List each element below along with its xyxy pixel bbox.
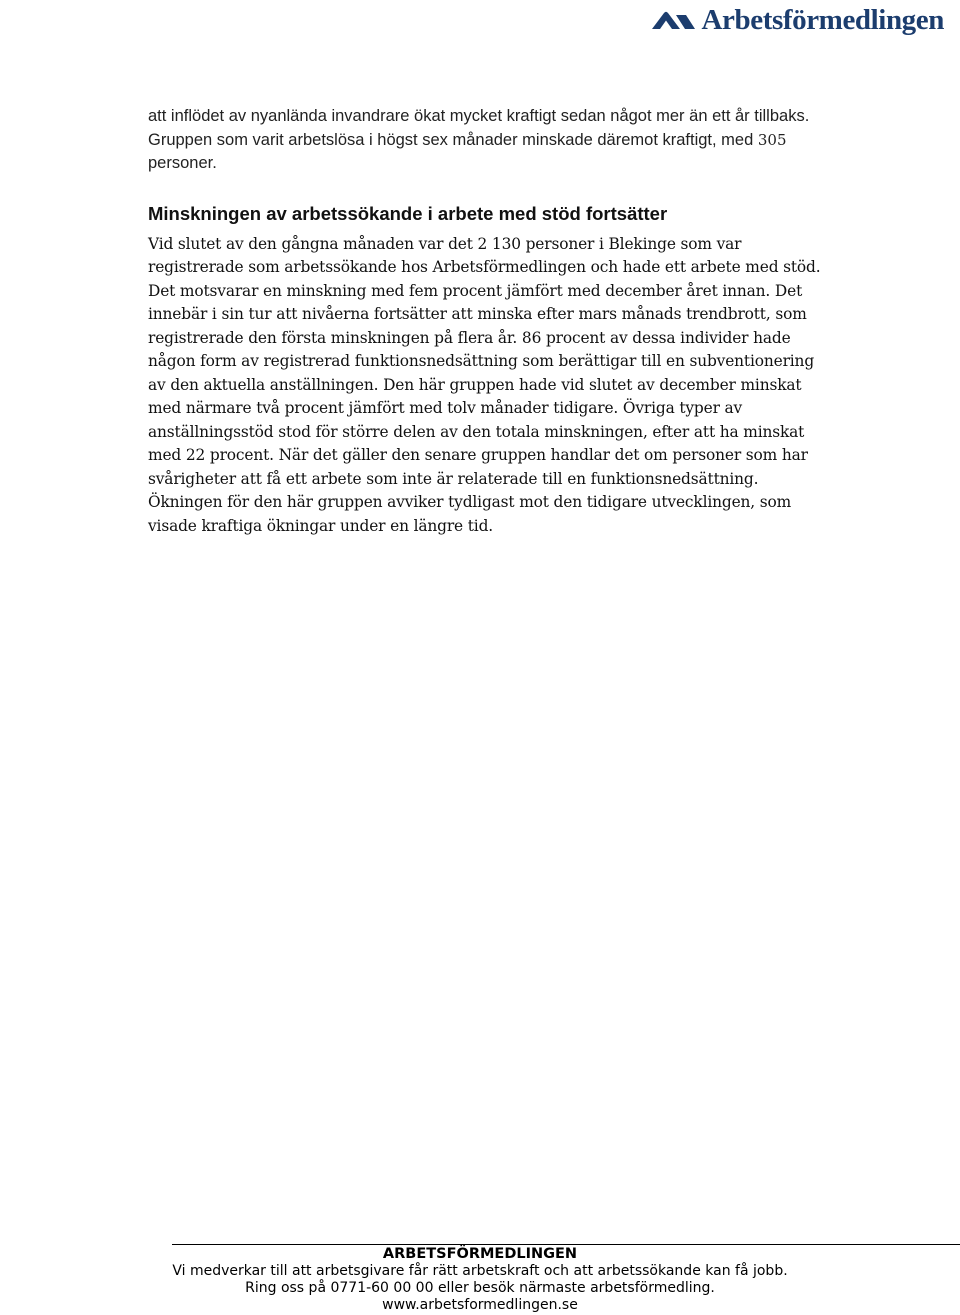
section-heading: Minskningen av arbetssökande i arbete med stöd fortsätter xyxy=(148,202,668,224)
footer-divider xyxy=(172,1244,960,1245)
section-body-paragraph: Vid slutet av den gångna månaden var det 2 130 personer i Blekinge som var registrerade som arbetssökande hos Arbetsförmedlingen och hade ett arbete med stöd. Det motsvarar en minskning med fem procent jämfört med december året innan. Det innebär i sin tur att nivåerna fortsätter att minska efter mars månads trendbrott, som registrerade den första minskningen på flera år. 86 procent av dessa individer hade någon form av registrerad funktionsnedsättning som berättigar till en subventionering av den aktuella anställningen. Den här gruppen hade vid slutet av december minskat med närmare två procent jämfört med tolv månader tidigare. Övriga typer av anställningsstöd stod för större delen av den totala minskningen, efter att ha minskat med 22 procent. När det gäller den senare gruppen handlar det om personer som har svårigheter att få ett arbete som inte är relaterade till en funktionsnedsättning. Ökningen för den här gruppen avviker tydligast mot den tidigare utvecklingen, som visade kraftiga ökningar under en längre tid. xyxy=(148,234,821,535)
intro-paragraph xyxy=(148,105,828,176)
arbetsformedlingen-logo xyxy=(650,4,945,37)
intro-text-after: personer. xyxy=(148,154,217,172)
page-footer xyxy=(0,1244,960,1314)
footer-mission: Vi medverkar till att arbetsgivare får rätt arbetskraft och att arbetssökande kan få jobb. xyxy=(172,1263,788,1279)
intro-text-before: att inflödet av nyanlända invandrare ökat mycket kraftigt sedan något mer än ett år tillbaks. Gruppen som varit arbetslösa i högst sex månader minskade däremot kraftigt, med xyxy=(148,107,810,149)
footer-website-link[interactable]: www.arbetsformedlingen.se xyxy=(382,1297,578,1313)
page-content xyxy=(148,105,828,538)
logo-mark-icon xyxy=(650,9,696,33)
intro-number: 305 xyxy=(757,130,787,149)
footer-contact: Ring oss på 0771-60 00 00 eller besök närmaste arbetsförmedling. xyxy=(245,1280,715,1296)
footer-title: ARBETSFÖRMEDLINGEN xyxy=(382,1246,578,1262)
logo-wordmark: Arbetsförmedlingen xyxy=(701,4,944,36)
